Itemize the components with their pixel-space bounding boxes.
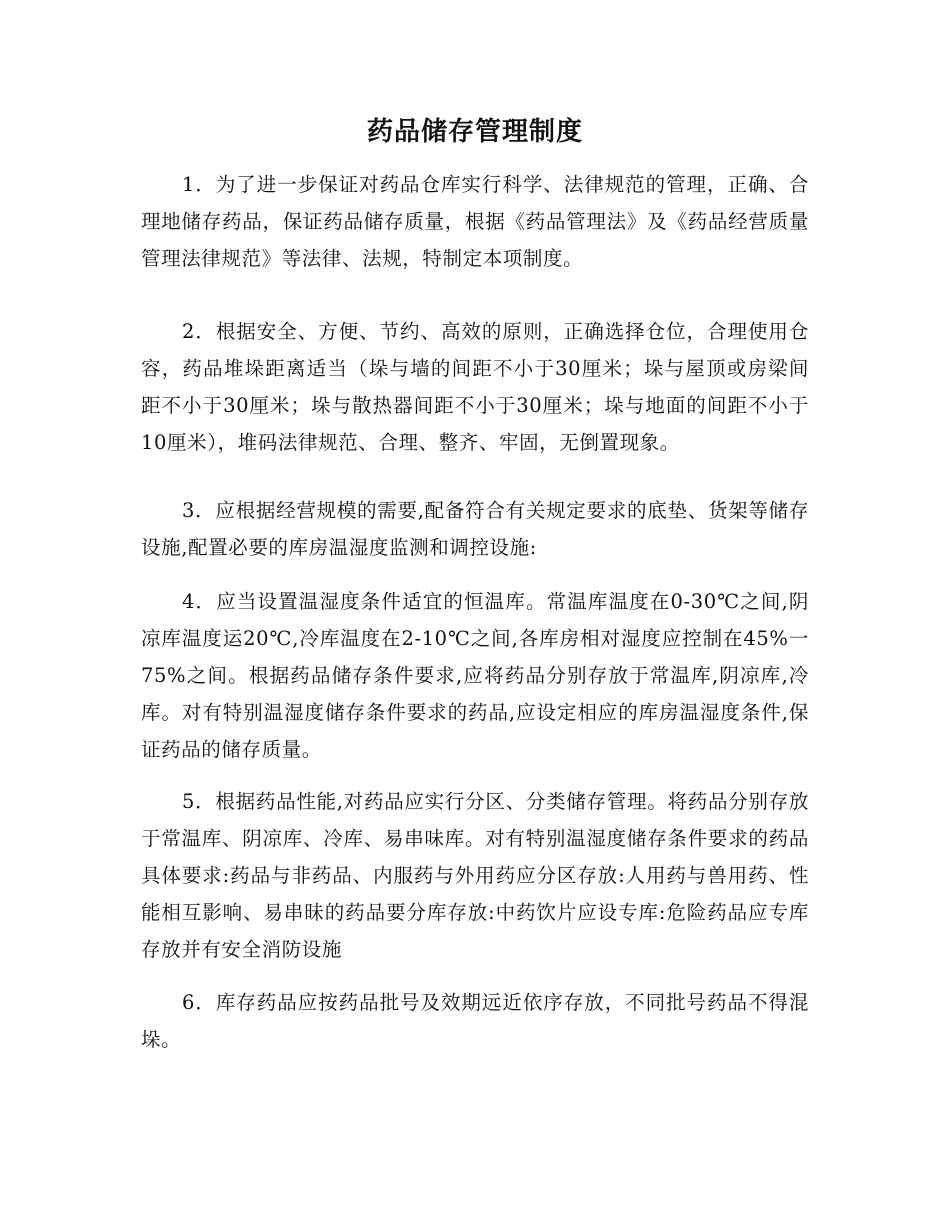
paragraph-6: 6．库存药品应按药品批号及效期远近依序存放，不同批号药品不得混垛。 <box>141 991 809 1051</box>
paragraph-1: 1．为了进一步保证对药品仓库实行科学、法律规范的管理，正确、合理地储存药品，保证药品储存质量，根据《药品管理法》及《药品经营质量管理法律规范》等法律、法规，特制定本项制度。 <box>141 173 809 270</box>
paragraph-4: 4．应当设置温湿度条件适宜的恒温库。常温库温度在0-30℃之间,阴凉库温度运20℃,冷库温度在2-10℃之间,各库房相对湿度应控制在45%一75%之间。根据药品储存条件要求,应将药品分别存放于常温库,阴凉库,冷库。对有特别温湿度储存条件要求的药品,应设定相应的库房温湿度条件,保证药品的储存质量。 <box>141 590 809 761</box>
paragraph-2: 2．根据安全、方便、节约、高效的原则，正确选择仓位，合理使用仓容，药品堆垛距离适当（垛与墙的间距不小于30厘米；垛与屋顶或房梁间距不小于30厘米；垛与散热器间距不小于30厘米；垛与地面的间距不小于10厘米），堆码法律规范、合理、整齐、牢固，无倒置现象。 <box>141 320 809 454</box>
paragraph-3: 3．应根据经营规模的需要,配备符合有关规定要求的底垫、货架等储存设施,配置必要的库房温湿度监测和调控设施: <box>141 499 809 559</box>
document-title: 药品储存管理制度 <box>366 117 583 147</box>
paragraph-5: 5．根据药品性能,对药品应实行分区、分类储存管理。将药品分别存放于常温库、阴凉库、冷库、易串味库。对有特别温湿度储存条件要求的药品具体要求:药品与非药品、内服药与外用药应分区存放:人用药与兽用药、性能相互影响、易串昧的药品要分库存放:中药饮片应设专库:危险药品应专库存放并有安全消防设施 <box>141 790 809 961</box>
